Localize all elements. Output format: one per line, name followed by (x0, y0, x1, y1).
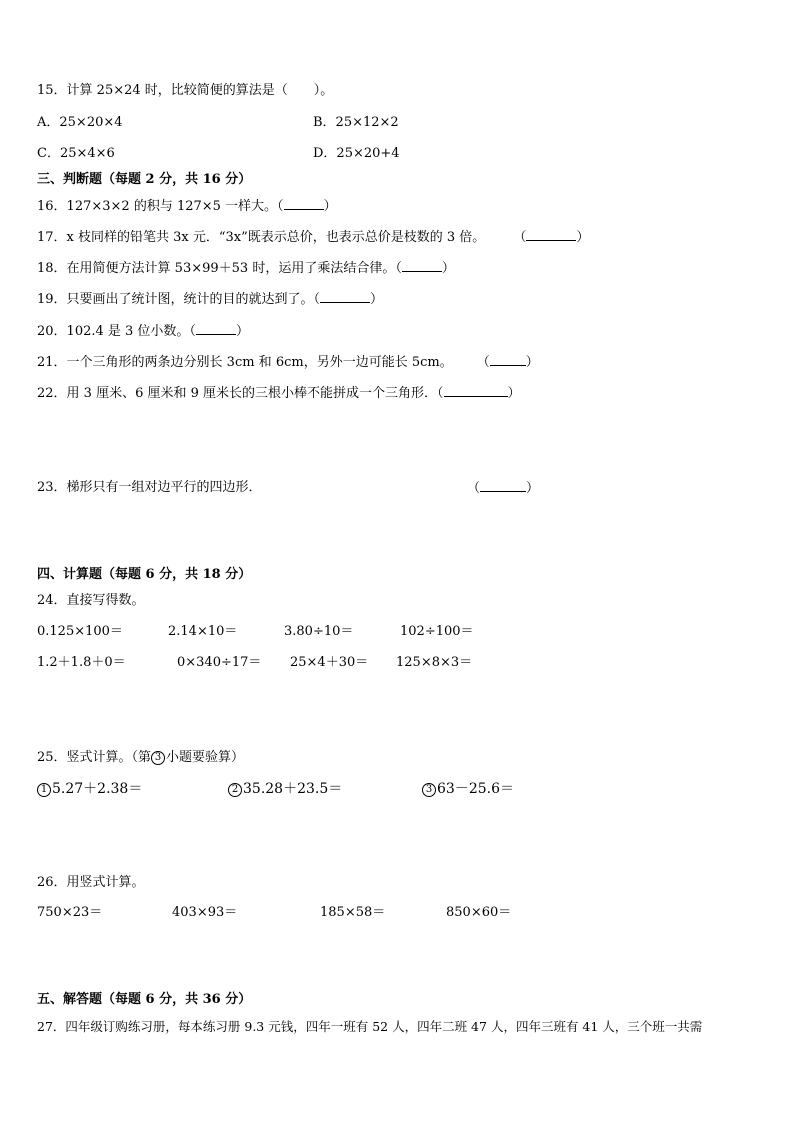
question-20-close: ） (235, 324, 249, 339)
question-20 (37, 322, 249, 341)
question-23-open: （ (467, 481, 481, 496)
answer-blank[interactable] (480, 479, 526, 492)
question-21-close: ） (525, 355, 539, 370)
question-25-text (37, 749, 244, 767)
circled-number: 3 (422, 783, 436, 797)
answer-blank[interactable] (402, 259, 442, 272)
circled-number: 3 (151, 751, 165, 765)
question-21-open: （ (476, 355, 490, 370)
section-3-title: 三、判断题（每题 2 分，共 16 分） (37, 172, 252, 187)
question-20-text: 20．102.4 是 3 位小数。（ (37, 324, 196, 339)
section-4-title: 四、计算题（每题 6 分，共 18 分） (37, 567, 252, 582)
calc-item: 850×60＝ (446, 905, 512, 920)
vertical-calc-item (422, 780, 514, 798)
question-22 (37, 384, 521, 403)
calc-item: 403×93＝ (172, 905, 238, 920)
question-22-text: 22．用 3 厘米、6 厘米和 9 厘米长的三根小棒不能拼成一个三角形．（ (37, 386, 444, 401)
calc-item: 102÷100＝ (400, 624, 474, 639)
question-18-close: ） (441, 261, 455, 276)
question-19-close: ） (370, 292, 384, 307)
question-16-text: 16．127×3×2 的积与 127×5 一样大。（ (37, 199, 284, 214)
calc-item: 750×23＝ (37, 905, 103, 920)
calc-item: 0×340÷17＝ (177, 655, 262, 670)
question-18 (37, 259, 455, 278)
question-27-text: 27．四年级订购练习册，每本练习册 9.3 元钱，四年一班有 52 人，四年二班 47 人，四年三班有 41 人，三个班一共需 (37, 1019, 703, 1034)
question-23-answer (467, 479, 539, 498)
answer-blank[interactable] (284, 197, 324, 210)
question-26-text: 26．用竖式计算。 (37, 875, 145, 890)
calc-item: 3.80÷10＝ (284, 624, 354, 639)
calc-item: 25×4＋30＝ (290, 655, 369, 670)
question-15-option-a: A．25×20×4 (37, 115, 123, 130)
question-18-text: 18．在用简便方法计算 53×99＋53 时，运用了乘法结合律。（ (37, 261, 402, 276)
answer-blank[interactable] (196, 322, 236, 335)
question-19-text: 19．只要画出了统计图，统计的目的就达到了。（ (37, 292, 321, 307)
question-24-text: 24．直接写得数。 (37, 593, 145, 608)
question-21-text: 21．一个三角形的两条边分别长 3cm 和 6cm，另外一边可能长 5cm。 (37, 355, 453, 370)
question-25-text-before: 25．竖式计算。（第 (37, 750, 152, 765)
answer-blank[interactable] (526, 228, 576, 241)
question-15-option-b: B．25×12×2 (313, 115, 399, 130)
vertical-calc-expr: 5.27＋2.38＝ (52, 781, 143, 797)
question-22-close: ） (507, 386, 521, 401)
section-5-title: 五、解答题（每题 6 分，共 36 分） (37, 992, 252, 1007)
answer-blank[interactable] (490, 353, 526, 366)
question-17-open: （ (513, 230, 527, 245)
question-16 (37, 197, 337, 216)
question-15-text: 15．计算 25×24 时，比较简便的算法是（ ）。 (37, 83, 334, 98)
vertical-calc-item (37, 780, 142, 798)
circled-number: 2 (228, 783, 242, 797)
calc-item: 0.125×100＝ (37, 624, 123, 639)
question-25-text-after: 小题要验算） (166, 750, 245, 765)
answer-blank[interactable] (444, 384, 508, 397)
question-15-option-c: C．25×4×6 (37, 146, 115, 161)
question-17-close: ） (576, 230, 590, 245)
calc-item: 185×58＝ (320, 905, 386, 920)
answer-blank[interactable] (320, 290, 370, 303)
vertical-calc-expr: 35.28＋23.5＝ (243, 781, 343, 797)
question-23-close: ） (526, 481, 540, 496)
circled-number: 1 (37, 783, 51, 797)
question-16-close: ） (323, 199, 337, 214)
question-15-option-d: D．25×20+4 (313, 146, 400, 161)
question-17 (37, 228, 589, 247)
question-19 (37, 290, 383, 309)
vertical-calc-expr: 63－25.6＝ (437, 781, 514, 797)
question-23-text: 23．梯形只有一组对边平行的四边形． (37, 480, 262, 495)
calc-item: 125×8×3＝ (396, 655, 473, 670)
vertical-calc-item (228, 780, 342, 798)
calc-item: 1.2＋1.8＋0＝ (37, 655, 126, 670)
question-17-text: 17．x 枝同样的铅笔共 3x 元．“3x”既表示总价，也表示总价是枝数的 3 倍。 (37, 230, 486, 245)
calc-item: 2.14×10＝ (168, 624, 238, 639)
question-21 (37, 353, 539, 372)
